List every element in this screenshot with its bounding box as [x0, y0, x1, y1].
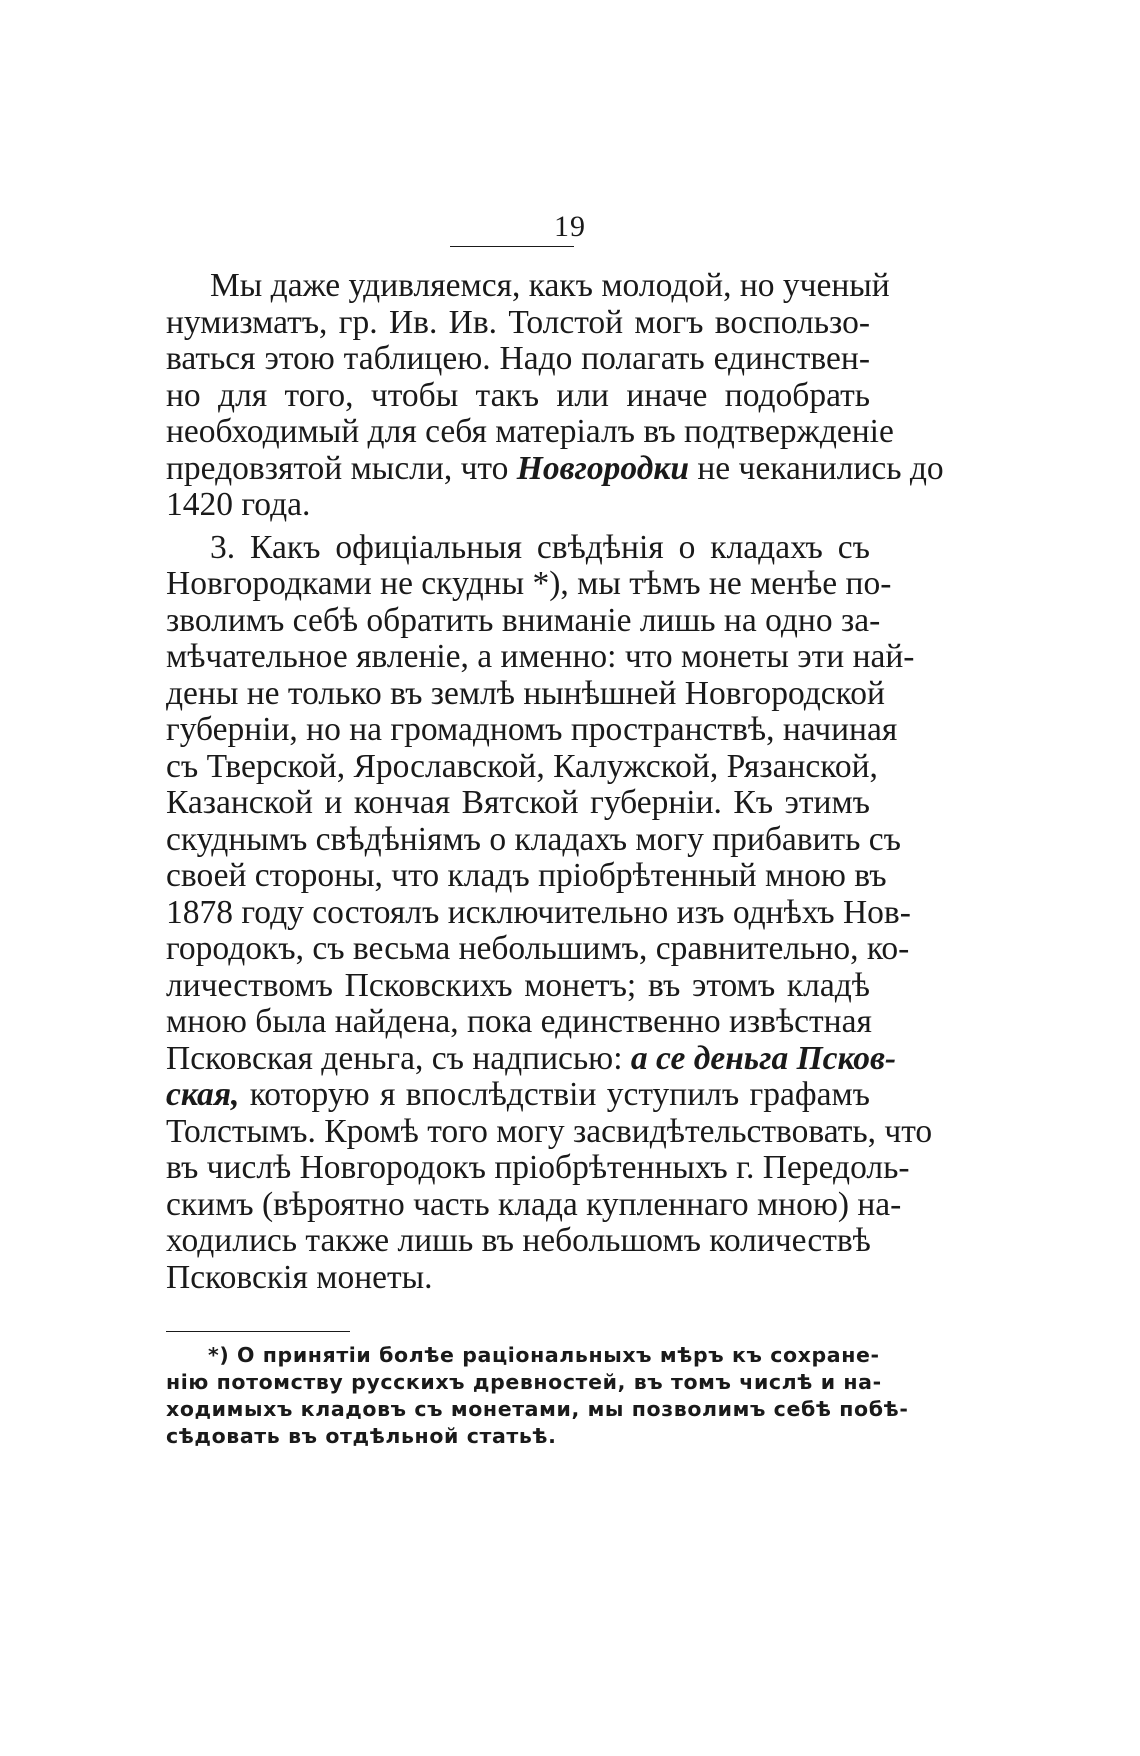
text-line: Псковскія монеты. — [166, 1258, 433, 1296]
text-line: 1878 году состоялъ исключительно изъ однѣхъ Нов- — [166, 893, 911, 931]
text-line: губерніи, но на громадномъ пространствѣ, начиная — [166, 711, 898, 748]
text-line: Мы даже удивляемся, какъ молодой, но ученый — [210, 267, 890, 304]
text-line: мною была найдена, пока единственно извѣстная — [166, 1003, 872, 1040]
text-line — [166, 1039, 897, 1078]
text-line — [166, 449, 944, 488]
emphasized-text: а се деньга Псков- — [630, 1039, 897, 1077]
text-line: въ числѣ Новгородокъ пріобрѣтенныхъ г. Передоль- — [166, 1149, 910, 1186]
footnote-rule — [166, 1331, 350, 1332]
text-line: Новгородками не скудны *), мы тѣмъ не менѣе по- — [166, 565, 892, 602]
text-line: Казанской и кончая Вятской губерніи. Къ этимъ — [166, 784, 870, 821]
text-line: Толстымъ. Кромѣ того могу засвидѣтельствовать, что — [166, 1112, 933, 1150]
text-line: своей стороны, что кладъ пріобрѣтенный мною въ — [166, 857, 887, 894]
text-line: но для того, чтобы такъ или иначе подобрать — [166, 376, 870, 414]
emphasized-text: ская, — [166, 1076, 240, 1113]
emphasized-text: Новгородки — [516, 449, 689, 487]
text-line: 1420 года. — [166, 486, 311, 523]
text-line: городокъ, съ весьма небольшимъ, сравнительно, ко- — [166, 930, 910, 967]
text-fragment: предовзятой мысли, что — [166, 449, 517, 487]
text-line: необходимый для себя матеріалъ въ подтвержденіе — [166, 413, 894, 450]
text-fragment: которую я впослѣдствіи уступилъ графамъ — [239, 1076, 870, 1113]
text-line: дены не только въ землѣ нынѣшней Новгородской — [166, 674, 885, 712]
footnote-line: ходимыхъ кладовъ съ монетами, мы позволимъ себѣ побѣ- — [166, 1397, 909, 1421]
text-line: личествомъ Псковскихъ монетъ; въ этомъ кладѣ — [166, 966, 870, 1004]
text-line: зволимъ себѣ обратить вниманіе лишь на одно за- — [166, 601, 881, 639]
text-line: ваться этою таблицею. Надо полагать единствен- — [166, 340, 870, 377]
page-number: 19 — [554, 210, 586, 243]
text-line: скимъ (вѣроятно часть клада купленнаго мною) на- — [166, 1185, 902, 1223]
text-line: съ Тверской, Ярославской, Калужской, Рязанской, — [166, 747, 878, 785]
text-line: скуднымъ свѣдѣніямъ о кладахъ могу прибавить съ — [166, 820, 901, 858]
text-line: 3. Какъ офиціальныя свѣдѣнія о кладахъ съ — [210, 528, 870, 566]
footnote-line: нію потомству русскихъ древностей, въ томъ числѣ и на- — [166, 1370, 882, 1394]
text-line: ходились также лишь въ небольшомъ количествѣ — [166, 1222, 871, 1259]
main-text — [166, 267, 944, 1296]
text-line — [166, 1077, 870, 1114]
text-fragment: Псковская деньга, съ надписью: — [166, 1039, 631, 1077]
footnote-line: *) О принятіи болѣе раціональныхъ мѣръ къ сохране- — [208, 1343, 880, 1367]
text-fragment: не чеканились до — [688, 449, 944, 487]
header-rule — [450, 246, 574, 247]
paragraph-2 — [166, 528, 933, 1297]
paragraph-1 — [166, 267, 944, 524]
footnote-line: сѣдовать въ отдѣльной статьѣ. — [166, 1424, 557, 1448]
text-line: мѣчательное явленіе, а именно: что монеты эти най- — [166, 638, 915, 675]
text-line: нумизматъ, гр. Ив. Ив. Толстой могъ воспользо- — [166, 303, 870, 341]
footnote — [166, 1342, 909, 1450]
